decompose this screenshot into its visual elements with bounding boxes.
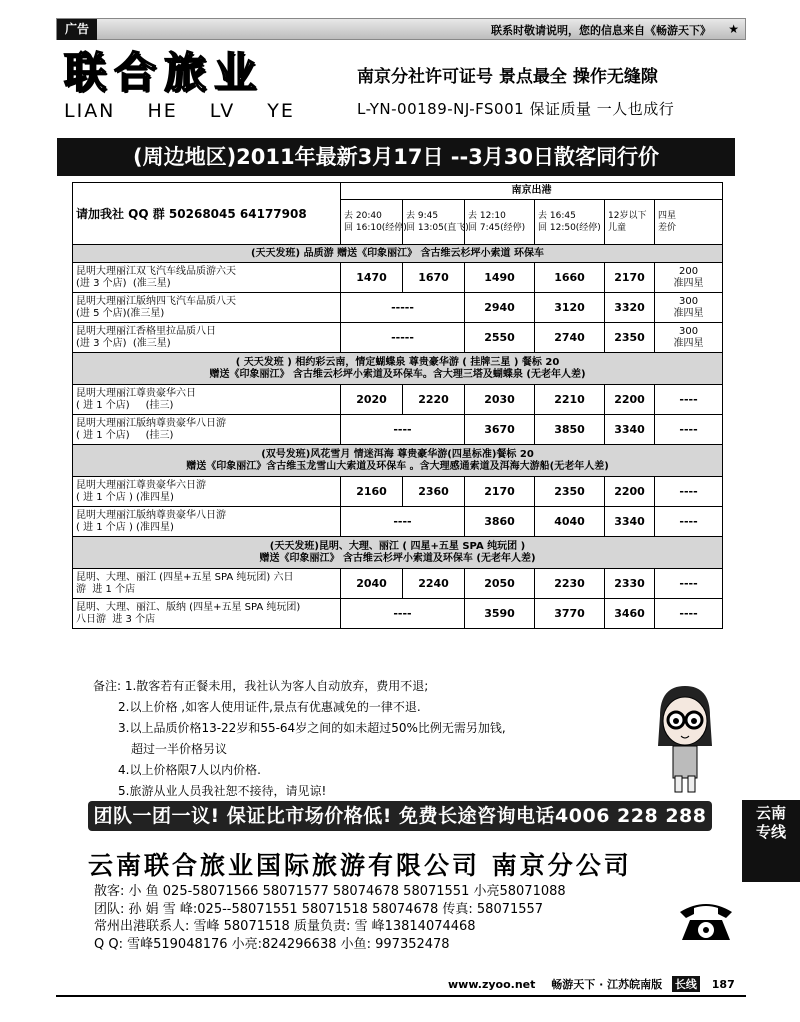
price-cell: ---- xyxy=(655,385,723,415)
column-header: 四星 差价 xyxy=(655,199,723,244)
price-cell: 3120 xyxy=(535,293,605,323)
price-cell: 2360 xyxy=(403,477,465,507)
note-line: 备注: 1.散客若有正餐未用，我社认为客人自动放弃，费用不退; xyxy=(93,679,429,693)
price-cell: 2350 xyxy=(605,323,655,353)
price-cell: 3850 xyxy=(535,415,605,445)
price-cell: 2020 xyxy=(341,385,403,415)
contacts xyxy=(94,883,566,953)
notes xyxy=(93,676,506,802)
section-header: (天天发班)昆明、大理、丽江 ( 四星+五星 SPA 纯玩团 ) 赠送《印象丽江》 含古维云杉坪小索道及环保车 (无老年人差) xyxy=(73,537,723,569)
price-cell: 2030 xyxy=(465,385,535,415)
section-header: (双号发班)风花雪月 情迷洱海 尊贵豪华游(四星标准)餐标 20 赠送《印象丽江》含古维玉龙雪山大索道及环保车 。含大理感通索道及洱海大游船(无老年人差) xyxy=(73,445,723,477)
route-name: 昆明大理丽江尊贵豪华六日游 ( 进 1 个店 ) (准四星) xyxy=(73,477,341,507)
contact-line: 常州出港联系人: 雪峰 58071518 质量负责: 雪 峰13814074468 xyxy=(94,919,476,934)
price-cell: 300 准四星 xyxy=(655,293,723,323)
price-cell: 2940 xyxy=(465,293,535,323)
section-header: (天天发班) 品质游 赠送《印象丽江》 含古维云杉坪小索道 环保车 xyxy=(73,245,723,263)
route-name: 昆明、大理、丽江、版纳 (四星+五星 SPA 纯玩团) 八日游 进 3 个店 xyxy=(73,599,341,629)
price-cell: 2170 xyxy=(605,263,655,293)
source-note: 联系时敬请说明，您的信息来自《畅游天下》 xyxy=(491,24,711,37)
price-cell: 3320 xyxy=(605,293,655,323)
note-line: 超过一半价格另议 xyxy=(131,742,228,756)
price-cell: 3770 xyxy=(535,599,605,629)
promo-strip: 团队一团一议! 保证比市场价格低! 免费长途咨询电话4006 228 288 xyxy=(88,801,712,831)
price-cell: 3460 xyxy=(605,599,655,629)
company-name: 云南联合旅业国际旅游有限公司 南京分公司 xyxy=(88,851,632,880)
page-number: 187 xyxy=(711,978,735,991)
column-header: 去 20:40 回 16:10(经停) xyxy=(341,199,403,244)
contact-line: Q Q: 雪峰519048176 小亮:824296638 小鱼: 997352478 xyxy=(94,936,450,952)
footer xyxy=(448,976,735,992)
price-cell: 3340 xyxy=(605,507,655,537)
column-header: 12岁以下 儿童 xyxy=(605,199,655,244)
title-banner: (周边地区)2011年最新3月17日 --3月30日散客同行价 xyxy=(57,138,735,176)
price-cell: 3670 xyxy=(465,415,535,445)
side-label xyxy=(742,800,800,882)
qq-cell: 请加我社 QQ 群 50268045 64177908 xyxy=(73,183,341,245)
price-table xyxy=(72,182,723,629)
route-name: 昆明、大理、丽江 (四星+五星 SPA 纯玩团) 六日 游 进 1 个店 xyxy=(73,569,341,599)
price-cell: ---- xyxy=(655,415,723,445)
route-name: 昆明大理丽江尊贵豪华六日 ( 进 1 个店) (挂三) xyxy=(73,385,341,415)
price-cell: 2040 xyxy=(341,569,403,599)
note-line: 2.以上价格 ,如客人使用证件,景点有优惠减免的一律不退. xyxy=(118,700,421,714)
price-cell: 3860 xyxy=(465,507,535,537)
side-label-text: 云南专线 xyxy=(755,804,786,841)
price-cell: 2240 xyxy=(403,569,465,599)
section-header: ( 天天发班 ) 相约彩云南，情定蝴蝶泉 尊贵豪华游 ( 挂牌三星 ) 餐标 20 赠送《印象丽江》 含古维云杉坪小索道及环保车。含大理三塔及蝴蝶泉 (无老年人差) xyxy=(73,353,723,385)
tagline-1: 南京分社许可证号 景点最全 操作无缝隙 xyxy=(357,67,658,87)
brand-name-en: LIAN HE LV YE xyxy=(64,100,295,122)
price-cell: 2550 xyxy=(465,323,535,353)
price-cell: 2210 xyxy=(535,385,605,415)
footer-tag: 长线 xyxy=(672,976,700,992)
departure-header: 南京出港 xyxy=(341,183,723,200)
price-cell: ---- xyxy=(655,507,723,537)
price-cell: 2330 xyxy=(605,569,655,599)
price-cell: 2200 xyxy=(605,477,655,507)
magazine-logo-icon: ★ xyxy=(728,22,739,36)
price-cell: 2220 xyxy=(403,385,465,415)
contact-line: 散客: 小 鱼 025-58071566 58071577 58074678 58071551 小亮58071088 xyxy=(94,884,566,899)
note-line: 5.旅游从业人员我社恕不接待，请见谅! xyxy=(118,784,327,798)
price-cell: 1660 xyxy=(535,263,605,293)
price-cell: 2230 xyxy=(535,569,605,599)
route-name: 昆明大理丽江版纳尊贵豪华八日游 ( 进 1 个店 ) (准四星) xyxy=(73,507,341,537)
price-cell: 2740 xyxy=(535,323,605,353)
footer-url[interactable]: www.zyoo.net xyxy=(448,978,536,991)
route-name: 昆明大理丽江双飞汽车线品质游六天 (进 3 个店) (准三星) xyxy=(73,263,341,293)
price-cell: 2170 xyxy=(465,477,535,507)
price-cell: 300 准四星 xyxy=(655,323,723,353)
route-name: 昆明大理丽江版纳四飞汽车品质八天 (进 5 个店)(准三星) xyxy=(73,293,341,323)
price-cell: 2350 xyxy=(535,477,605,507)
price-cell: 2160 xyxy=(341,477,403,507)
note-line: 3.以上品质价格13-22岁和55-64岁之间的如未超过50%比例无需另加钱, xyxy=(118,721,506,735)
price-cell: ---- xyxy=(655,599,723,629)
footer-divider xyxy=(56,995,746,997)
price-cell: 2200 xyxy=(605,385,655,415)
price-cell: ----- xyxy=(341,323,465,353)
price-cell: ----- xyxy=(341,293,465,323)
note-line: 4.以上价格限7人以内价格. xyxy=(118,763,261,777)
footer-magazine: 畅游天下 · 江苏皖南版 xyxy=(551,978,663,991)
price-cell: ---- xyxy=(341,507,465,537)
column-header: 去 16:45 回 12:50(经停) xyxy=(535,199,605,244)
brand-logo xyxy=(64,48,354,122)
cartoon-girl-icon xyxy=(640,676,730,796)
price-cell: 1490 xyxy=(465,263,535,293)
brand-name-cn: 联合旅业 xyxy=(64,48,265,97)
price-cell: 4040 xyxy=(535,507,605,537)
tagline-2: L-YN-00189-NJ-FS001 保证质量 一人也成行 xyxy=(357,100,675,118)
price-cell: 3590 xyxy=(465,599,535,629)
price-cell: 1470 xyxy=(341,263,403,293)
price-cell: 1670 xyxy=(403,263,465,293)
ad-label: 广告 xyxy=(57,19,97,40)
route-name: 昆明大理丽江香格里拉品质八日 (进 3 个店) (准三星) xyxy=(73,323,341,353)
price-cell: 2050 xyxy=(465,569,535,599)
route-name: 昆明大理丽江版纳尊贵豪华八日游 ( 进 1 个店) (挂三) xyxy=(73,415,341,445)
price-cell: ---- xyxy=(341,599,465,629)
price-cell: 3340 xyxy=(605,415,655,445)
telephone-icon xyxy=(676,898,736,942)
column-header: 去 12:10 回 7:45(经停) xyxy=(465,199,535,244)
contact-line: 团队: 孙 娟 雪 峰:025--58071551 58071518 58074678 传真: 58071557 xyxy=(94,901,544,917)
top-bar xyxy=(56,18,746,40)
price-cell: 200 准四星 xyxy=(655,263,723,293)
price-cell: ---- xyxy=(655,569,723,599)
price-cell: ---- xyxy=(655,477,723,507)
price-cell: ---- xyxy=(341,415,465,445)
column-header: 去 9:45 回 13:05(直飞) xyxy=(403,199,465,244)
